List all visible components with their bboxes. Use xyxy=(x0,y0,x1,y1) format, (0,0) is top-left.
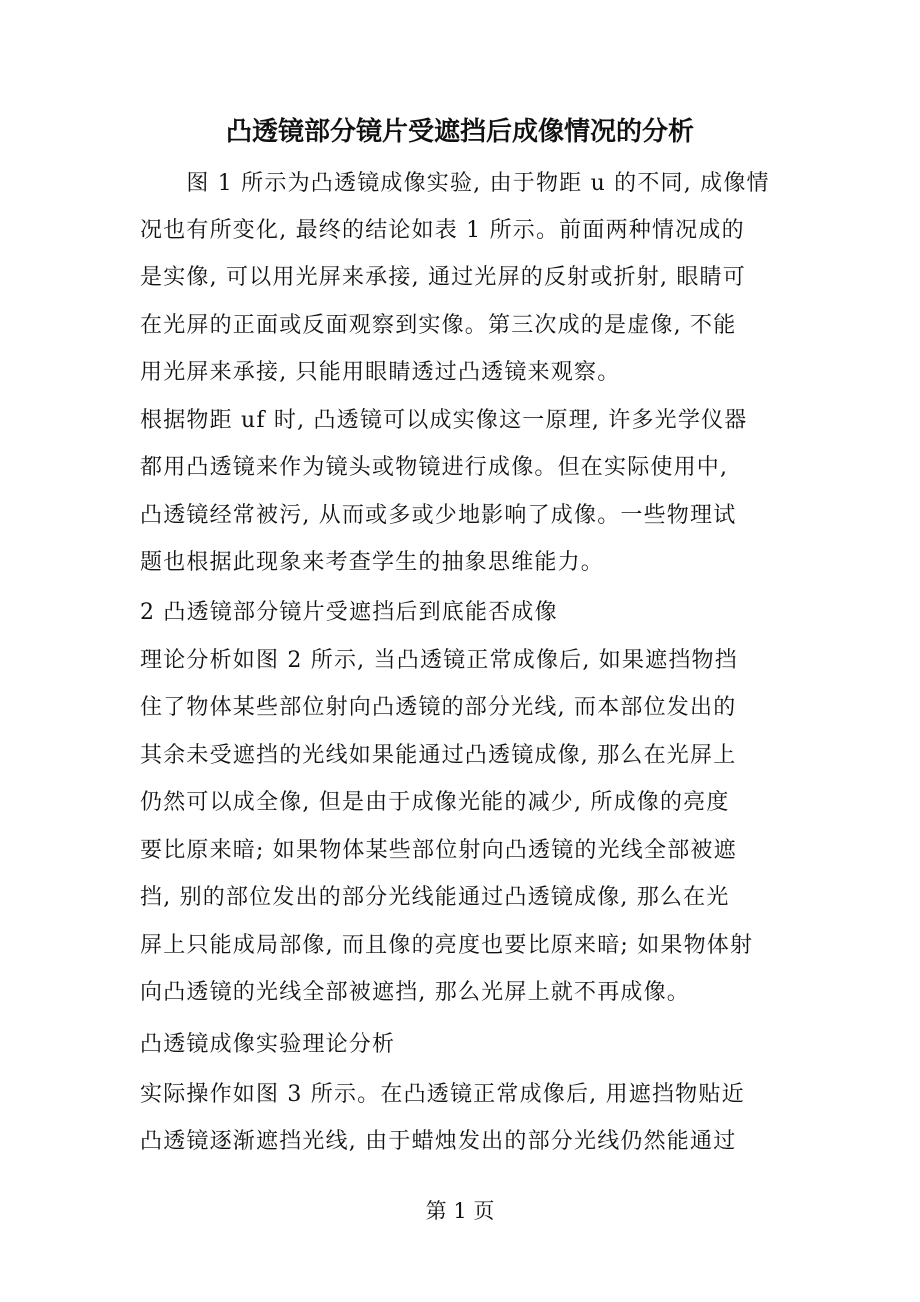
body-line: 根据物距 uf 时, 凸透镜可以成实像这一原理, 许多光学仪器 xyxy=(140,408,748,433)
body-line: 屏上只能成局部像, 而且像的亮度也要比原来暗; 如果物体射 xyxy=(140,933,754,958)
body-line: 挡, 别的部位发出的部分光线能通过凸透镜成像, 那么在光 xyxy=(140,885,730,910)
section-heading: 凸透镜成像实验理论分析 xyxy=(140,1032,396,1057)
body-line: 实际操作如图 3 所示。在凸透镜正常成像后, 用遮挡物贴近 xyxy=(140,1082,745,1107)
body-line: 仍然可以成全像, 但是由于成像光能的减少, 所成像的亮度 xyxy=(140,790,730,815)
body-line: 其余未受遮挡的光线如果能通过凸透镜成像, 那么在光屏上 xyxy=(140,743,737,768)
body-line: 在光屏的正面或反面观察到实像。第三次成的是虚像, 不能 xyxy=(140,313,737,338)
body-line: 理论分析如图 2 所示, 当凸透镜正常成像后, 如果遮挡物挡 xyxy=(140,648,738,673)
body-line: 向凸透镜的光线全部被遮挡, 那么光屏上就不再成像。 xyxy=(140,980,690,1005)
page-number: 第 1 页 xyxy=(425,1199,495,1223)
body-line: 况也有所变化, 最终的结论如表 1 所示。前面两种情况成的 xyxy=(140,218,745,243)
body-line: 都用凸透镜来作为镜头或物镜进行成像。但在实际使用中, xyxy=(140,455,729,480)
body-line: 用光屏来承接, 只能用眼睛透过凸透镜来观察。 xyxy=(140,360,621,385)
body-line: 是实像, 可以用光屏来承接, 通过光屏的反射或折射, 眼睛可 xyxy=(140,265,746,290)
body-line: 图 1 所示为凸透镜成像实验, 由于物距 u 的不同, 成像情 xyxy=(140,171,770,196)
body-line: 题也根据此现象来考查学生的抽象思维能力。 xyxy=(140,550,605,575)
section-heading: 2 凸透镜部分镜片受遮挡后到底能否成像 xyxy=(140,600,558,625)
body-line: 凸透镜逐渐遮挡光线, 由于蜡烛发出的部分光线仍然能通过 xyxy=(140,1129,737,1154)
body-line: 凸透镜经常被污, 从而或多或少地影响了成像。一些物理试 xyxy=(140,503,737,528)
document-title: 凸透镜部分镜片受遮挡后成像情况的分析 xyxy=(225,117,694,147)
body-line: 住了物体某些部位射向凸透镜的部分光线, 而本部位发出的 xyxy=(140,695,737,720)
body-line: 要比原来暗; 如果物体某些部位射向凸透镜的光线全部被遮 xyxy=(140,838,737,863)
